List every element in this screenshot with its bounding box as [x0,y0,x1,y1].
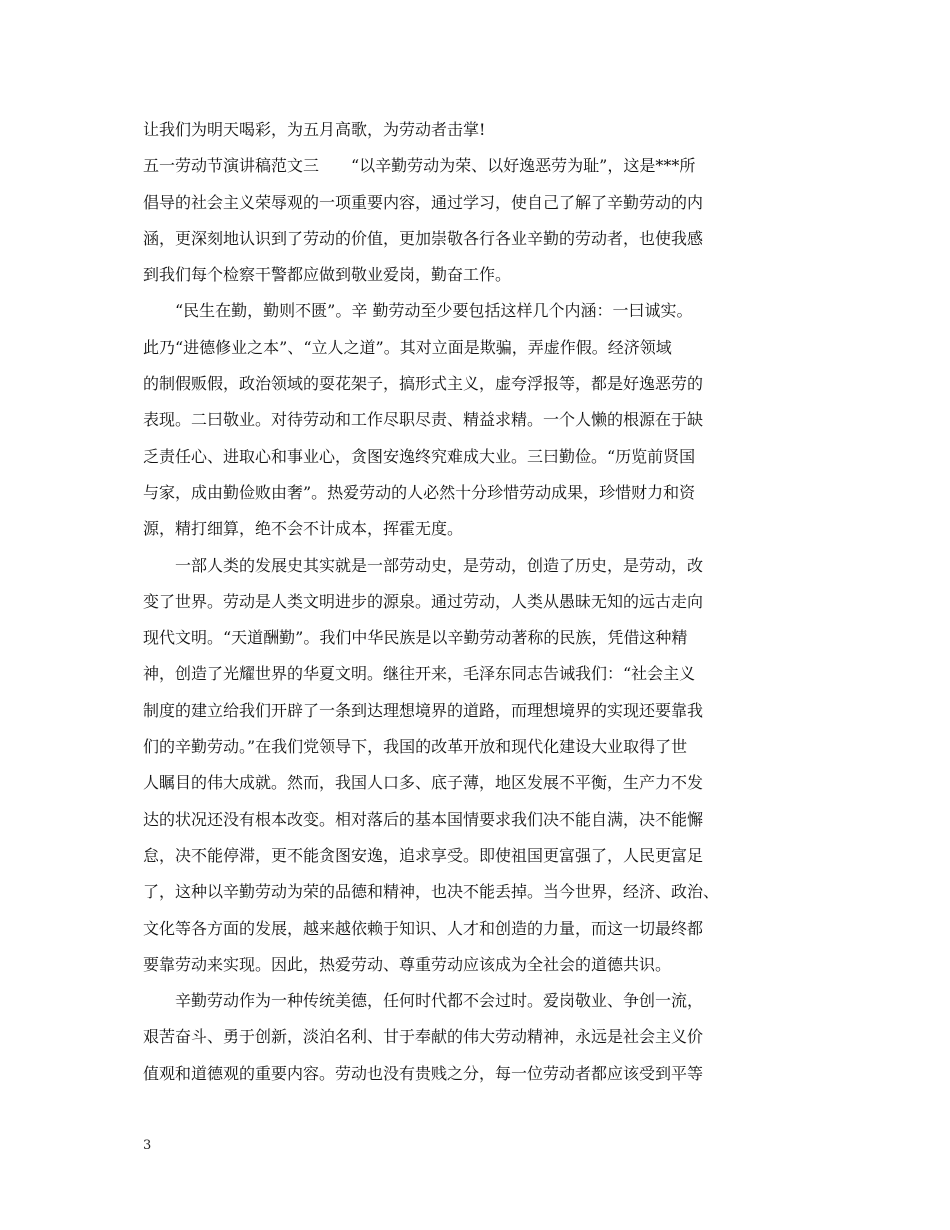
text-line: 与家，成由勤俭败由奢”。热爱劳动的人必然十分珍惜劳动成果，珍惜财力和资 [143,482,696,502]
text-line: 变了世界。劳动是人类文明进步的源泉。通过劳动，人类从愚昧无知的远古走向 [143,591,704,611]
text-line: 制度的建立给我们开辟了一条到达理想境界的道路，而理想境界的实现还要靠我 [143,700,704,720]
text-line: 乏责任心、进取心和事业心，贪图安逸终究难成大业。三曰勤俭。“历览前贤国 [143,446,696,466]
document-body [143,112,823,1092]
text-line: 值观和道德观的重要内容。劳动也没有贵贱之分，每一位劳动者都应该受到平等 [143,1063,704,1083]
page-number: 3 [143,1138,152,1153]
text-line: 辛勤劳动作为一种传统美德，任何时代都不会过时。爱岗敬业、争创一流， [143,991,704,1011]
text-line: 的制假贩假，政治领域的耍花架子，搞形式主义，虚夸浮报等，都是好逸恶劳的 [143,374,704,394]
text-line: 怠，决不能停滞，更不能贪图安逸，追求享受。即使祖国更富强了，人民更富足 [143,845,704,865]
text-line: “民生在勤，勤则不匮”。辛 勤劳动至少要包括这样几个内涵：一曰诚实。 [143,301,693,321]
text-line: 一部人类的发展史其实就是一部劳动史，是劳动，创造了历史，是劳动，改 [143,555,704,575]
text-line: 倡导的社会主义荣辱观的一项重要内容，通过学习，使自己了解了辛勤劳动的内 [143,192,704,212]
text-line: 到我们每个检察干警都应做到敬业爱岗，勤奋工作。 [143,265,512,285]
text-line: 了，这种以辛勤劳动为荣的品德和精神，也决不能丢掉。当今世界，经济、政治、 [143,882,720,902]
text-line: 源，精打细算，绝不会不计成本，挥霍无度。 [143,519,464,539]
text-line: 人瞩目的伟大成就。然而，我国人口多、底子薄，地区发展不平衡，生产力不发 [143,773,704,793]
text-line: 文化等各方面的发展，越来越依赖于知识、人才和创造的力量，而这一切最终都 [143,918,704,938]
text-line: 涵，更深刻地认识到了劳动的价值，更加崇敬各行各业辛勤的劳动者，也使我感 [143,228,704,248]
text-line: 要靠劳动来实现。因此，热爱劳动、尊重劳动应该成为全社会的道德共识。 [143,954,672,974]
text-line: 五一劳动节演讲稿范文三 “以辛勤劳动为荣、以好逸恶劳为耻”，这是***所 [143,156,696,176]
text-line: 神，创造了光耀世界的华夏文明。继往开来，毛泽东同志告诫我们：“社会主义 [143,664,696,684]
text-line: 达的状况还没有根本改变。相对落后的基本国情要求我们决不能自满，决不能懈 [143,809,704,829]
text-line: 们的辛勤劳动。”在我们党领导下，我国的改革开放和现代化建设大业取得了世 [143,737,688,757]
text-line: 让我们为明天喝彩，为五月高歌，为劳动者击掌! [143,120,486,139]
text-line: 艰苦奋斗、勇于创新，淡泊名利、甘于奉献的伟大劳动精神，永远是社会主义价 [143,1027,704,1047]
text-line: 此乃“进德修业之本”、“立人之道”。其对立面是欺骗，弄虚作假。经济领域 [143,337,672,357]
text-line: 现代文明。“天道酬勤”。我们中华民族是以辛勤劳动著称的民族，凭借这种精 [143,628,688,648]
text-line: 表现。二曰敬业。对待劳动和工作尽职尽责、精益求精。一个人懒的根源在于缺 [143,410,704,430]
